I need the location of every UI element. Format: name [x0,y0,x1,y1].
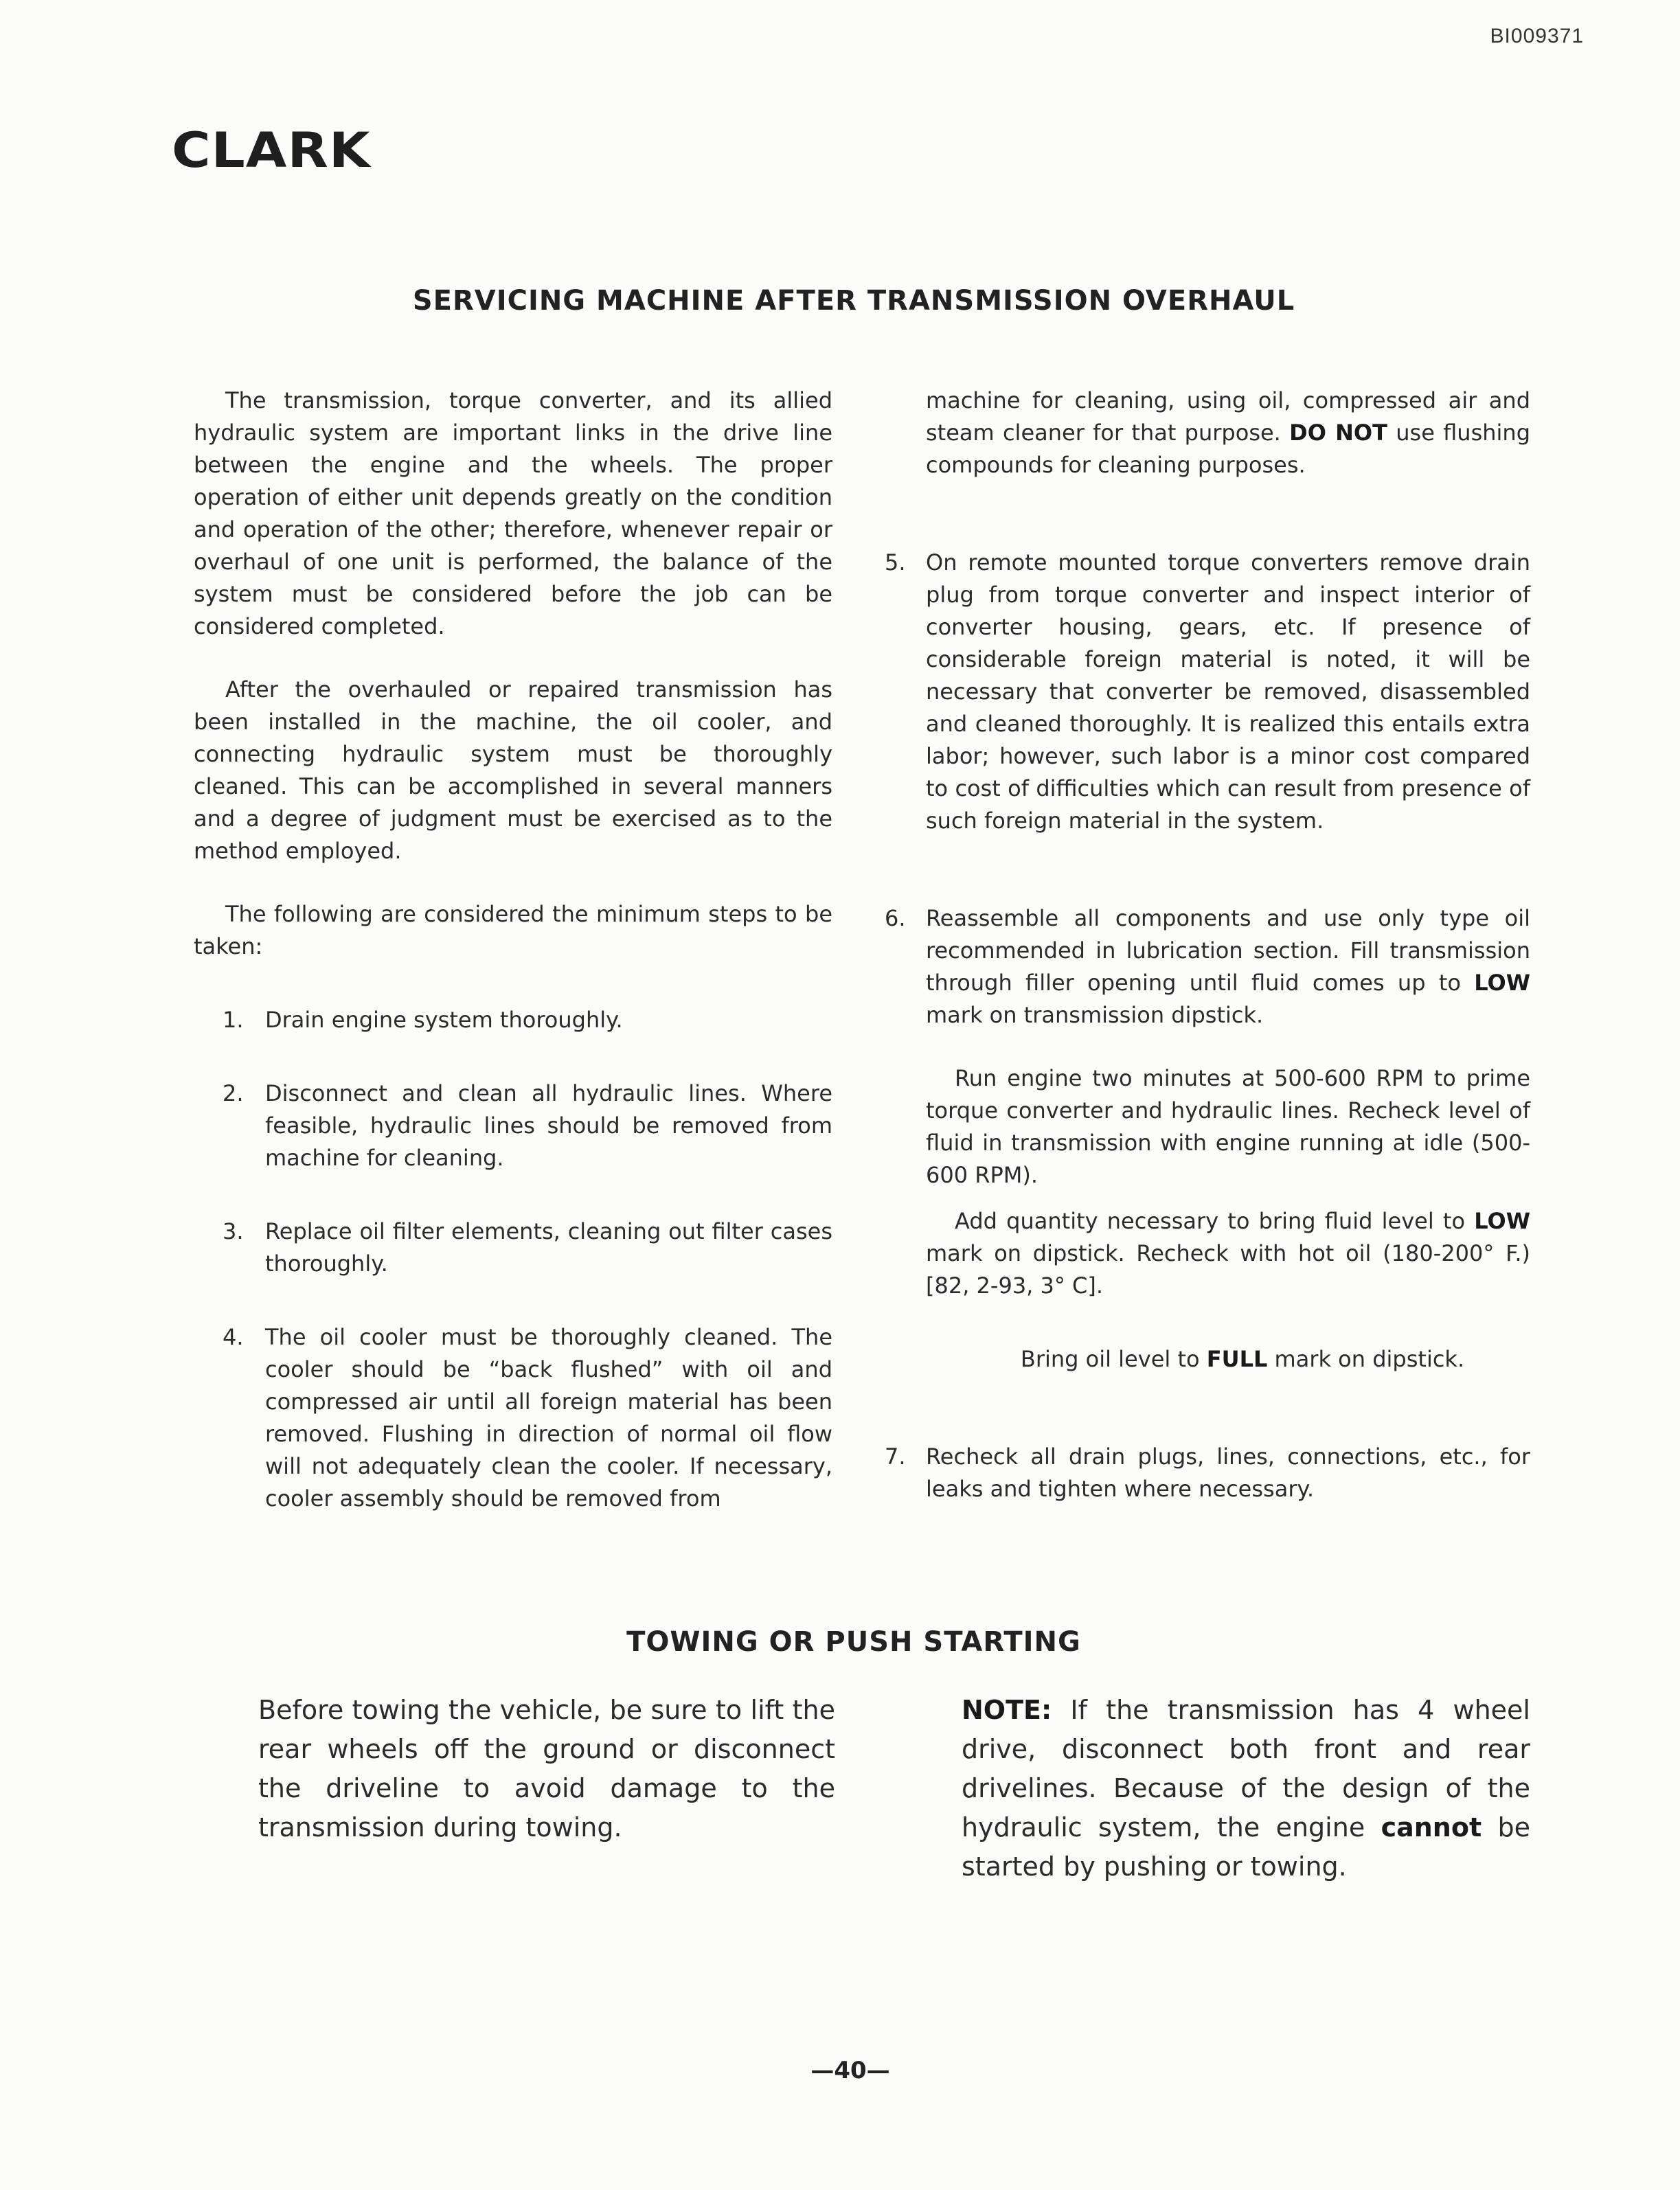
left-column [194,385,832,1515]
step-number: 6. [885,905,906,931]
step-4 [194,1321,832,1515]
step-number: 3. [223,1218,244,1244]
section-title-servicing: SERVICING MACHINE AFTER TRANSMISSION OVERHAUL [412,285,1295,317]
run-engine-paragraph: Run engine two minutes at 500-600 RPM to prime torque converter and hydraulic lines. Recheck level of fluid in transmission with engine running at idle (500-600 RPM). [926,1065,1530,1188]
document-id: BI009371 [1490,25,1584,47]
towing-paragraph: Before towing the vehicle, be sure to lift the rear wheels off the ground or disconnect the driveline to avoid damage to the transmission during towing. [258,1695,835,1843]
full-level-paragraph: Bring oil level to FULL mark on dipstick. [1020,1346,1465,1372]
intro-paragraph: The transmission, torque converter, and its allied hydraulic system are important links in the drive line between the engine and the wheels. The proper operation of either unit depends greatly on the condition and operation of the other; therefore, whenever repair or overhaul of one unit is performed, the balance of the system must be considered before the job can be considered completed. [194,387,832,639]
step-4-continued: machine for cleaning, using oil, compressed air and steam cleaner for that purpose. DO NOT use flushing compounds for cleaning purposes. [926,387,1531,478]
step-7 [885,1441,1530,1505]
towing-left-column [258,1691,835,1847]
step-text: Drain engine system thoroughly. [265,1007,623,1033]
step-number: 4. [223,1324,244,1350]
section-title-towing: TOWING OR PUSH STARTING [626,1626,1081,1658]
note-label: NOTE: [962,1695,1052,1725]
cleaning-paragraph: After the overhauled or repaired transmission has been installed in the machine, the oil cooler, and connecting hydraulic system must be thoroughly cleaned. This can be accomplished in several manners and a degree of judgment must be exercised as to the method employed. [194,676,832,864]
step-3 [194,1216,832,1280]
step-text: Disconnect and clean all hydraulic lines. Where feasible, hydraulic lines should be removed from machine for cleaning. [265,1080,832,1171]
towing-right-column [962,1691,1530,1886]
towing-note: NOTE: If the transmission has 4 wheel drive, disconnect both front and rear drivelines. Because of the design of the hydraulic system, the engine cannot be started by pushing or towing. [962,1695,1530,1882]
step-2 [194,1077,832,1174]
step-text: Recheck all drain plugs, lines, connections, etc., for leaks and tighten where necessary. [926,1444,1530,1502]
steps-intro-paragraph: The following are considered the minimum steps to be taken: [194,901,832,959]
step-text: Replace oil filter elements, cleaning out filter cases thoroughly. [265,1218,832,1277]
step-number: 7. [885,1444,906,1470]
step-number: 5. [885,549,906,575]
clark-logo: CLARK [172,122,371,179]
step-text: The oil cooler must be thoroughly cleaned. The cooler should be “back flushed” with oil and compressed air until all foreign material has been removed. Flushing in direction of normal oil flow will not adequately clean the cooler. If necessary, cooler assembly should be removed from [265,1324,832,1512]
step-number: 1. [223,1007,244,1033]
step-1 [194,1004,832,1036]
step-number: 2. [223,1080,244,1106]
step-5 [885,547,1530,837]
step-text: Reassemble all components and use only type oil recommended in lubrication section. Fill transmission through filler opening until fluid comes up to LOW mark on transmission dipstick. [926,905,1531,1028]
page-number: —40— [810,2057,890,2084]
step-text: On remote mounted torque converters remove drain plug from torque converter and inspect interior of converter housing, gears, etc. If presence of considerable foreign material is noted, it will be necessary that converter be removed, disassembled and cleaned thoroughly. It is realized this entails extra labor; however, such labor is a minor cost compared to cost of difficulties which can result from presence of such foreign material in the system. [926,549,1530,834]
right-column [885,385,1531,1505]
add-quantity-paragraph: Add quantity necessary to bring fluid level to LOW mark on dipstick. Recheck with hot oil (180-200° F.) [82, 2-93, 3° C]. [926,1208,1531,1299]
step-6 [885,902,1531,1031]
